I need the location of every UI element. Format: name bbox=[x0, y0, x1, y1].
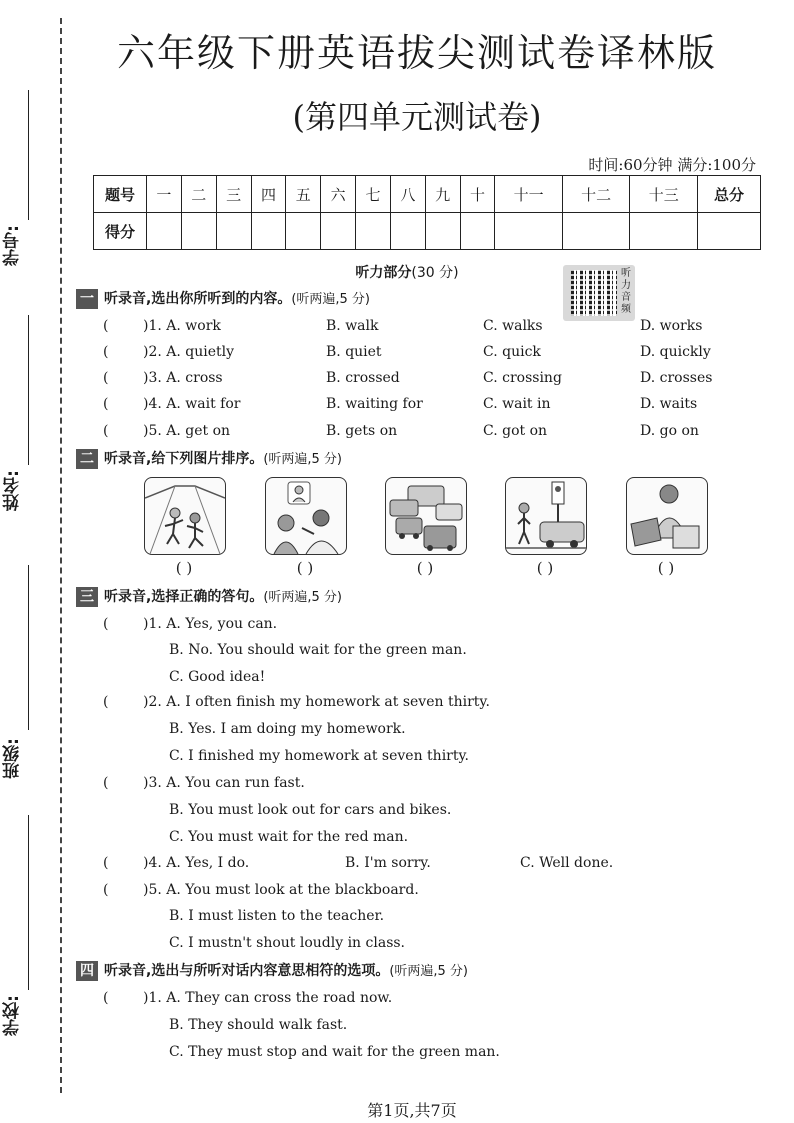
question-option-a: )5. A. get on bbox=[143, 423, 231, 439]
question-option-b: B. crossed bbox=[326, 370, 400, 386]
answer-paren[interactable]: ( bbox=[103, 855, 109, 871]
score-header-cell: 十 bbox=[460, 176, 495, 213]
score-cell[interactable] bbox=[147, 213, 182, 250]
score-cell[interactable] bbox=[251, 213, 286, 250]
traffic-light-picture bbox=[505, 477, 587, 555]
part3-question bbox=[0, 692, 794, 712]
part4-title: 听录音,选出与所听对话内容意思相符的选项。 bbox=[104, 963, 390, 979]
score-cell[interactable] bbox=[562, 213, 629, 250]
page-number: 第1页,共7页 bbox=[367, 1101, 457, 1120]
part2-title: 听录音,给下列图片排序。 bbox=[104, 451, 264, 467]
question-option-c: C. wait in bbox=[483, 396, 551, 412]
part3-title: 听录音,选择正确的答句。 bbox=[104, 589, 264, 605]
part1-question bbox=[0, 316, 794, 336]
score-header-cell: 一 bbox=[147, 176, 182, 213]
score-cell[interactable] bbox=[356, 213, 391, 250]
listening-title: 听力部分 bbox=[355, 265, 412, 281]
qr-code-icon bbox=[571, 270, 617, 316]
part1-note: (听两遍,5 分) bbox=[291, 292, 371, 307]
question-option-b: B. walk bbox=[326, 318, 379, 334]
score-cell[interactable] bbox=[390, 213, 425, 250]
score-header-cell: 四 bbox=[251, 176, 286, 213]
answer-option-b: B. You must look out for cars and bikes. bbox=[169, 802, 452, 818]
score-table-header-row bbox=[94, 176, 761, 213]
score-header-cell: 七 bbox=[356, 176, 391, 213]
part4-number: 四 bbox=[76, 961, 98, 981]
part2-heading bbox=[76, 449, 342, 469]
answer-option-a: )3. A. You can run fast. bbox=[143, 775, 305, 791]
answer-option-a: )1. A. Yes, you can. bbox=[143, 616, 278, 632]
answer-option-c: C. They must stop and wait for the green man. bbox=[169, 1044, 500, 1060]
part1-question bbox=[0, 368, 794, 388]
score-row-label: 得分 bbox=[94, 213, 147, 250]
score-header-cell: 总分 bbox=[698, 176, 761, 213]
question-option-a: )2. A. quietly bbox=[143, 344, 235, 360]
answer-option-a: )2. A. I often finish my homework at seven thirty. bbox=[143, 694, 490, 710]
listening-section-title bbox=[0, 262, 794, 282]
children-running-picture bbox=[144, 477, 226, 555]
traffic-jam-picture bbox=[385, 477, 467, 555]
score-cell[interactable] bbox=[630, 213, 698, 250]
doctor-picture bbox=[265, 477, 347, 555]
answer-option-b: B. Yes. I am doing my homework. bbox=[169, 721, 406, 737]
question-option-c: C. got on bbox=[483, 423, 548, 439]
score-cell[interactable] bbox=[495, 213, 562, 250]
answer-option-b: B. I'm sorry. bbox=[345, 855, 431, 871]
answer-paren[interactable]: ( bbox=[103, 370, 109, 386]
school-blank[interactable] bbox=[28, 815, 29, 990]
class-label: 班级: bbox=[3, 738, 23, 779]
part3-question bbox=[0, 880, 794, 900]
score-cell[interactable] bbox=[286, 213, 321, 250]
answer-option-c: C. I mustn't shout loudly in class. bbox=[169, 935, 406, 951]
answer-option-b: B. I must listen to the teacher. bbox=[169, 908, 385, 924]
part3-question bbox=[0, 773, 794, 793]
question-option-d: D. waits bbox=[640, 396, 698, 412]
question-option-d: D. crosses bbox=[640, 370, 713, 386]
binding-dashed-line bbox=[60, 18, 62, 1093]
picture-answer-blank[interactable]: ( ) bbox=[416, 559, 434, 577]
score-header-cell: 二 bbox=[181, 176, 216, 213]
question-option-d: D. go on bbox=[640, 423, 699, 439]
answer-option-c: C. You must wait for the red man. bbox=[169, 829, 409, 845]
answer-option-c: C. Good idea! bbox=[169, 669, 266, 685]
part1-question bbox=[0, 342, 794, 362]
answer-option-b: B. No. You should wait for the green man. bbox=[169, 642, 467, 658]
part3-question bbox=[0, 853, 794, 873]
answer-option-b: B. They should walk fast. bbox=[169, 1017, 348, 1033]
picture-answer-blank[interactable]: ( ) bbox=[657, 559, 675, 577]
name-blank[interactable] bbox=[28, 315, 29, 465]
answer-paren[interactable]: ( bbox=[103, 694, 109, 710]
answer-option-c: C. Well done. bbox=[520, 855, 614, 871]
score-header-cell: 十三 bbox=[630, 176, 698, 213]
answer-paren[interactable]: ( bbox=[103, 396, 109, 412]
score-header-cell: 十二 bbox=[562, 176, 629, 213]
question-option-c: C. quick bbox=[483, 344, 541, 360]
score-header-cell: 九 bbox=[425, 176, 460, 213]
shopping-picture bbox=[626, 477, 708, 555]
part1-question bbox=[0, 394, 794, 414]
part3-note: (听两遍,5 分) bbox=[263, 590, 343, 605]
part2-number: 二 bbox=[76, 449, 98, 469]
answer-paren[interactable]: ( bbox=[103, 882, 109, 898]
part1-heading bbox=[76, 289, 370, 309]
student-id-label: 学号: bbox=[3, 225, 23, 266]
picture-answer-blank[interactable]: ( ) bbox=[175, 559, 193, 577]
score-cell[interactable] bbox=[216, 213, 251, 250]
time-info: 时间:60分钟 满分:100分 bbox=[588, 156, 756, 174]
qr-label: 听力音频 bbox=[621, 268, 631, 315]
question-option-a: )1. A. work bbox=[143, 318, 221, 334]
part3-number: 三 bbox=[76, 587, 98, 607]
answer-paren[interactable]: ( bbox=[103, 318, 109, 334]
question-option-d: D. quickly bbox=[640, 344, 711, 360]
score-header-cell: 五 bbox=[286, 176, 321, 213]
answer-paren[interactable]: ( bbox=[103, 775, 109, 791]
part1-title: 听录音,选出你所听到的内容。 bbox=[104, 291, 292, 307]
picture-answer-blank[interactable]: ( ) bbox=[296, 559, 314, 577]
part4-note: (听两遍,5 分) bbox=[389, 964, 469, 979]
answer-paren[interactable]: ( bbox=[103, 423, 109, 439]
audio-qr-code[interactable] bbox=[563, 265, 635, 321]
score-table-score-row bbox=[94, 213, 761, 250]
score-cell[interactable] bbox=[181, 213, 216, 250]
question-option-b: B. waiting for bbox=[326, 396, 423, 412]
score-cell[interactable] bbox=[698, 213, 761, 250]
listening-points: (30 分) bbox=[411, 265, 459, 281]
answer-paren[interactable]: ( bbox=[103, 990, 109, 1006]
answer-option-a: )4. A. Yes, I do. bbox=[143, 855, 250, 871]
part2-note: (听两遍,5 分) bbox=[263, 452, 343, 467]
score-cell[interactable] bbox=[321, 213, 356, 250]
question-option-b: B. quiet bbox=[326, 344, 382, 360]
answer-option-a: )5. A. You must look at the blackboard. bbox=[143, 882, 419, 898]
part1-question bbox=[0, 421, 794, 441]
score-table bbox=[93, 175, 761, 250]
score-cell[interactable] bbox=[460, 213, 495, 250]
question-option-c: C. walks bbox=[483, 318, 543, 334]
score-header-cell: 十一 bbox=[495, 176, 562, 213]
answer-paren[interactable]: ( bbox=[103, 616, 109, 632]
part3-heading bbox=[76, 587, 342, 607]
part3-question bbox=[0, 614, 794, 634]
score-header-cell: 三 bbox=[216, 176, 251, 213]
score-header-cell: 六 bbox=[321, 176, 356, 213]
question-option-a: )3. A. cross bbox=[143, 370, 223, 386]
question-option-c: C. crossing bbox=[483, 370, 562, 386]
answer-option-a: )1. A. They can cross the road now. bbox=[143, 990, 393, 1006]
name-label: 姓名: bbox=[3, 470, 23, 511]
answer-paren[interactable]: ( bbox=[103, 344, 109, 360]
answer-option-c: C. I finished my homework at seven thirty. bbox=[169, 748, 469, 764]
score-header-cell: 题号 bbox=[94, 176, 147, 213]
part1-number: 一 bbox=[76, 289, 98, 309]
score-cell[interactable] bbox=[425, 213, 460, 250]
page-title: 六年级下册英语拔尖测试卷译林版 bbox=[116, 31, 717, 75]
question-option-d: D. works bbox=[640, 318, 703, 334]
school-label: 学校: bbox=[3, 995, 23, 1036]
picture-answer-blank[interactable]: ( ) bbox=[536, 559, 554, 577]
question-option-b: B. gets on bbox=[326, 423, 398, 439]
question-option-a: )4. A. wait for bbox=[143, 396, 241, 412]
part4-heading bbox=[76, 961, 468, 981]
part4-question bbox=[0, 988, 794, 1008]
page-subtitle: (第四单元测试卷) bbox=[292, 98, 542, 136]
score-header-cell: 八 bbox=[390, 176, 425, 213]
